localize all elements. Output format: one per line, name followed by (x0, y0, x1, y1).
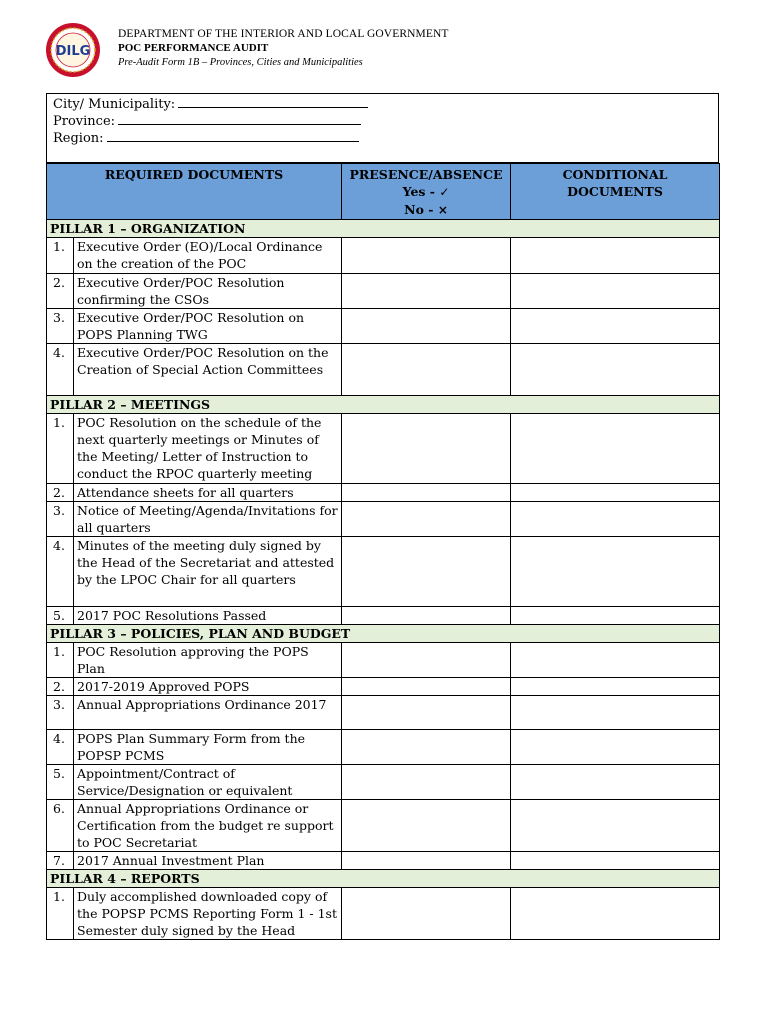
required-documents-header: REQUIRED DOCUMENTS (47, 164, 342, 220)
document-description: POPS Plan Summary Form from the POPSP PCMS (74, 730, 342, 765)
no-legend (345, 201, 507, 219)
conditional-documents-cell[interactable] (511, 309, 720, 344)
document-description: Minutes of the meeting duly signed by the Head of the Secretariat and attested by the LPOC Chair for all quarters (74, 537, 342, 607)
pillar-3-row (47, 625, 720, 643)
region-line (53, 129, 359, 146)
document-description: POC Resolution approving the POPS Plan (74, 643, 342, 678)
table-row (47, 274, 720, 309)
item-number: 1. (47, 414, 74, 484)
table-row (47, 852, 720, 870)
region-label: Region: (53, 131, 104, 146)
item-number: 4. (47, 537, 74, 607)
conditional-documents-cell[interactable] (511, 852, 720, 870)
form-title: Pre-Audit Form 1B – Provinces, Cities and Municipalities (118, 57, 363, 68)
conditional-documents-cell[interactable] (511, 537, 720, 607)
presence-absence-cell[interactable] (342, 696, 511, 730)
table-header-row (47, 164, 720, 220)
conditional-documents-cell[interactable] (511, 800, 720, 852)
conditional-documents-cell[interactable] (511, 502, 720, 537)
no-label: No - (404, 202, 438, 217)
table-row (47, 414, 720, 484)
conditional-documents-cell[interactable] (511, 274, 720, 309)
conditional-documents-cell[interactable] (511, 888, 720, 940)
table-row (47, 537, 720, 607)
document-description: POC Resolution on the schedule of the next quarterly meetings or Minutes of the Meeting/ Letter of Instruction to conduct the RPOC quarterly meeting (74, 414, 342, 484)
document-description: Notice of Meeting/Agenda/Invitations for all quarters (74, 502, 342, 537)
conditional-documents-cell[interactable] (511, 484, 720, 502)
item-number: 2. (47, 678, 74, 696)
item-number: 3. (47, 502, 74, 537)
document-description: Annual Appropriations Ordinance or Certification from the budget re support to POC Secretariat (74, 800, 342, 852)
presence-absence-cell[interactable] (342, 607, 511, 625)
document-description: 2017 Annual Investment Plan (74, 852, 342, 870)
document-description: 2017-2019 Approved POPS (74, 678, 342, 696)
table-row (47, 344, 720, 396)
document-description: 2017 POC Resolutions Passed (74, 607, 342, 625)
table-row (47, 484, 720, 502)
presence-absence-cell[interactable] (342, 414, 511, 484)
item-number: 3. (47, 696, 74, 730)
check-icon: ✓ (439, 185, 450, 199)
presence-absence-cell[interactable] (342, 765, 511, 800)
yes-legend (345, 183, 507, 201)
province-line (53, 112, 361, 129)
item-number: 5. (47, 607, 74, 625)
cross-icon: × (437, 203, 448, 217)
table-row (47, 696, 720, 730)
document-description: Attendance sheets for all quarters (74, 484, 342, 502)
city-line (53, 95, 368, 112)
presence-absence-cell[interactable] (342, 309, 511, 344)
presence-absence-cell[interactable] (342, 678, 511, 696)
item-number: 1. (47, 643, 74, 678)
pillar-2-row (47, 396, 720, 414)
svg-text:DILG: DILG (55, 44, 91, 59)
region-field[interactable] (107, 129, 359, 142)
item-number: 2. (47, 274, 74, 309)
presence-absence-header (342, 164, 511, 220)
yes-label: Yes - (402, 184, 440, 199)
document-description: Executive Order/POC Resolution confirming the CSOs (74, 274, 342, 309)
city-field[interactable] (178, 95, 368, 108)
document-description: Annual Appropriations Ordinance 2017 (74, 696, 342, 730)
province-field[interactable] (118, 112, 361, 125)
document-header (45, 22, 725, 82)
table-row (47, 309, 720, 344)
table-row (47, 888, 720, 940)
pillar-title: PILLAR 2 – MEETINGS (47, 396, 720, 414)
item-number: 5. (47, 765, 74, 800)
department-name: DEPARTMENT OF THE INTERIOR AND LOCAL GOVERNMENT (118, 28, 449, 40)
document-description: Duly accomplished downloaded copy of the POPSP PCMS Reporting Form 1 - 1st Semester duly signed by the Head (74, 888, 342, 940)
presence-absence-cell[interactable] (342, 852, 511, 870)
presence-absence-cell[interactable] (342, 238, 511, 274)
conditional-documents-cell[interactable] (511, 607, 720, 625)
conditional-documents-cell[interactable] (511, 696, 720, 730)
presence-absence-cell[interactable] (342, 730, 511, 765)
conditional-documents-cell[interactable] (511, 765, 720, 800)
presence-absence-cell[interactable] (342, 888, 511, 940)
table-row (47, 607, 720, 625)
presence-absence-cell[interactable] (342, 502, 511, 537)
pillar-title: PILLAR 4 – REPORTS (47, 870, 720, 888)
table-row (47, 800, 720, 852)
conditional-documents-cell[interactable] (511, 344, 720, 396)
city-label: City/ Municipality: (53, 97, 176, 112)
pillar-1-row (47, 220, 720, 238)
table-row (47, 730, 720, 765)
presence-absence-cell[interactable] (342, 274, 511, 309)
document-description: Executive Order/POC Resolution on POPS Planning TWG (74, 309, 342, 344)
table-row (47, 765, 720, 800)
dilg-seal-logo (45, 22, 101, 78)
pillar-title: PILLAR 3 – POLICIES, PLAN AND BUDGET (47, 625, 720, 643)
conditional-documents-cell[interactable] (511, 238, 720, 274)
presence-absence-cell[interactable] (342, 537, 511, 607)
presence-absence-label: PRESENCE/ABSENCE (349, 167, 503, 182)
item-number: 6. (47, 800, 74, 852)
table-row (47, 643, 720, 678)
presence-absence-cell[interactable] (342, 484, 511, 502)
item-number: 4. (47, 730, 74, 765)
item-number: 1. (47, 238, 74, 274)
location-info-box (46, 93, 719, 163)
document-description: Appointment/Contract of Service/Designation or equivalent (74, 765, 342, 800)
document-description: Executive Order/POC Resolution on the Creation of Special Action Committees (74, 344, 342, 396)
table-row (47, 502, 720, 537)
presence-absence-cell[interactable] (342, 643, 511, 678)
item-number: 4. (47, 344, 74, 396)
item-number: 1. (47, 888, 74, 940)
pillar-4-row (47, 870, 720, 888)
table-body (47, 220, 720, 940)
item-number: 2. (47, 484, 74, 502)
conditional-documents-cell[interactable] (511, 643, 720, 678)
conditional-documents-cell[interactable] (511, 678, 720, 696)
table-row (47, 678, 720, 696)
province-label: Province: (53, 114, 116, 129)
presence-absence-cell[interactable] (342, 344, 511, 396)
item-number: 3. (47, 309, 74, 344)
conditional-documents-cell[interactable] (511, 414, 720, 484)
table-row (47, 238, 720, 274)
audit-title: POC PERFORMANCE AUDIT (118, 42, 269, 54)
conditional-documents-cell[interactable] (511, 730, 720, 765)
presence-absence-cell[interactable] (342, 800, 511, 852)
conditional-documents-header: CONDITIONAL DOCUMENTS (511, 164, 720, 220)
pillar-title: PILLAR 1 – ORGANIZATION (47, 220, 720, 238)
item-number: 7. (47, 852, 74, 870)
document-description: Executive Order (EO)/Local Ordinance on the creation of the POC (74, 238, 342, 274)
required-documents-table (46, 163, 720, 940)
